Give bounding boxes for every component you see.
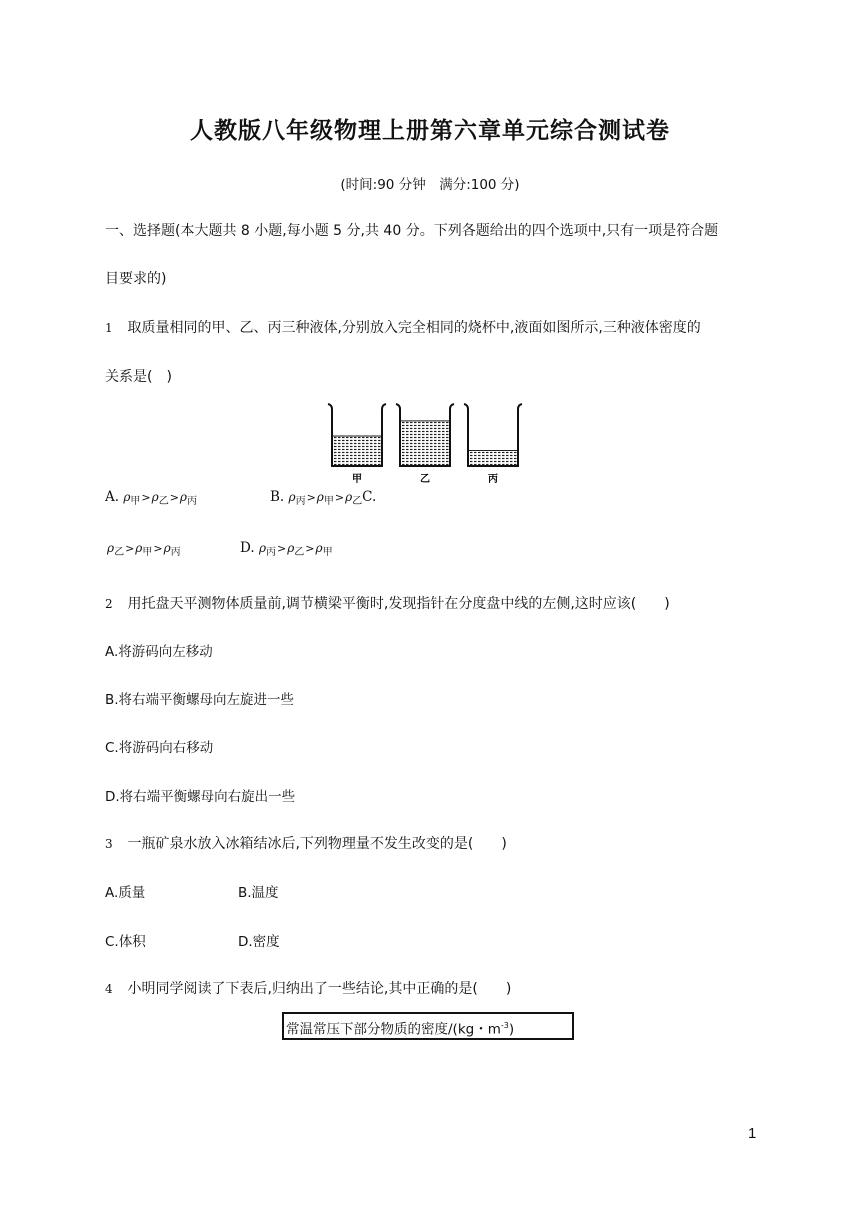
density-table-caption: 常温常压下部分物质的密度/(kg・$m^{-3}$) (282, 1012, 574, 1040)
question-2 (105, 593, 670, 613)
beaker-label: 丙 (488, 474, 498, 485)
page-number: 1 (748, 1125, 757, 1142)
question-2-option-a: A.将游码向左移动 (105, 644, 213, 660)
question-2-option-d: D.将右端平衡螺母向右旋出一些 (105, 789, 296, 805)
question-3 (105, 833, 507, 853)
beakers-figure (326, 400, 536, 486)
beaker-label: 乙 (420, 474, 430, 485)
question-4 (105, 978, 511, 998)
question-2-option-c: C.将游码向右移动 (105, 740, 214, 756)
beaker-liquid (332, 436, 382, 465)
question-1-option-a: A. $\rho_甲>\rho_乙>\rho_丙$ (105, 489, 197, 507)
question-number: 4 (105, 982, 113, 996)
beaker-2 (396, 404, 454, 485)
question-number: 2 (105, 597, 113, 611)
question-2-option-b: B.将右端平衡螺母向左旋进一些 (105, 692, 295, 708)
section-instructions-line2: 目要求的) (105, 271, 167, 287)
question-3-option-a: A.质量 (105, 885, 146, 901)
beaker-label: 甲 (352, 474, 362, 485)
question-3-option-b: B.温度 (238, 885, 279, 901)
beaker-1 (328, 404, 386, 485)
beaker-liquid (400, 421, 450, 465)
question-1-text-cont: 关系是( ) (105, 369, 172, 385)
question-1 (105, 317, 701, 337)
question-3-option-c: C.体积 (105, 934, 146, 950)
question-1-option-c: $\rho_乙>\rho_甲>\rho_丙$ (107, 541, 181, 558)
question-3-option-d: D.密度 (238, 934, 280, 950)
beaker-liquid (468, 451, 518, 466)
question-number: 1 (105, 321, 113, 335)
question-1-option-d: D. $\rho_丙>\rho_乙>\rho_甲$ (240, 540, 333, 558)
section-instructions-line1: 一、选择题(本大题共 8 小题,每小题 5 分,共 40 分。下列各题给出的四个选项中,只有一项是符合题 (105, 223, 719, 239)
question-3-text: 一瓶矿泉水放入冰箱结冰后,下列物理量不发生改变的是( ) (127, 836, 507, 852)
question-2-text: 用托盘天平测物体质量前,调节横梁平衡时,发现指针在分度盘中线的左侧,这时应该( ) (127, 596, 670, 612)
beaker-3 (464, 404, 522, 485)
document-title: 人教版八年级物理上册第六章单元综合测试卷 (190, 118, 670, 144)
question-number: 3 (105, 837, 113, 851)
question-4-text: 小明同学阅读了下表后,归纳出了一些结论,其中正确的是( ) (127, 981, 512, 997)
exam-info: (时间:90 分钟 满分:100 分) (340, 177, 520, 193)
question-1-text: 取质量相同的甲、乙、丙三种液体,分别放入完全相同的烧杯中,液面如图所示,三种液体密度的 (127, 320, 701, 336)
question-1-option-b: B. $\rho_丙>\rho_甲>\rho_乙C$. (270, 489, 377, 507)
